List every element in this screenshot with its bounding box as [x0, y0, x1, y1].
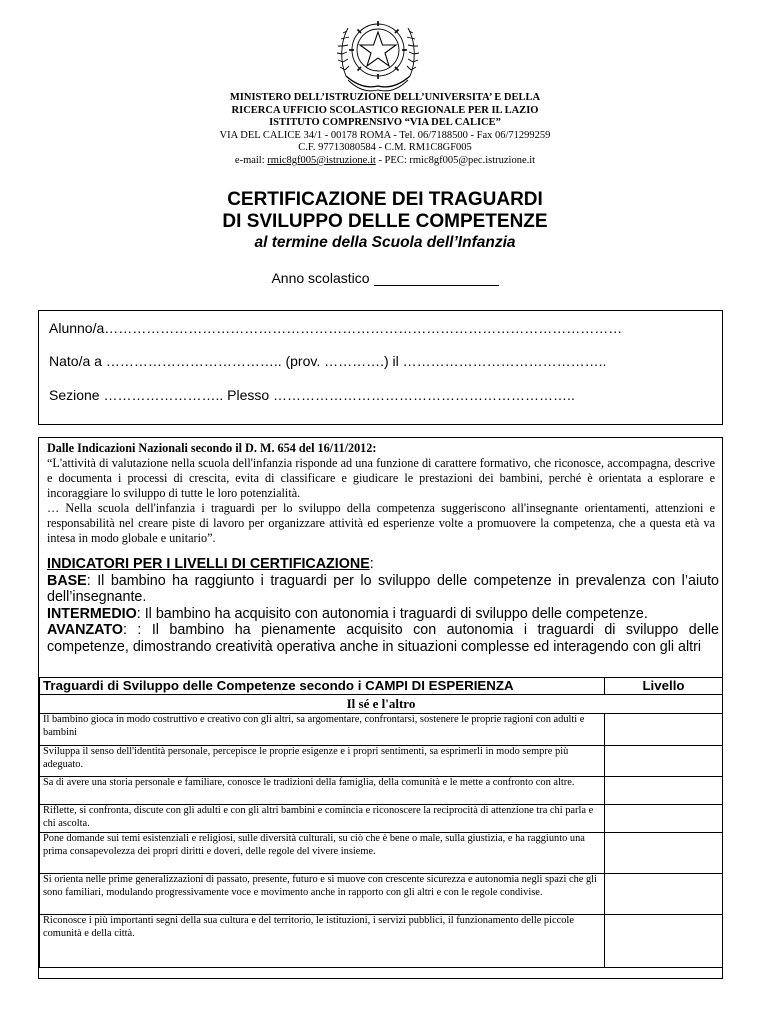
level-avanzato	[47, 622, 719, 655]
republic-emblem-logo	[332, 10, 424, 96]
school-year-blank[interactable]	[374, 271, 499, 286]
row-level-cell[interactable]	[605, 746, 723, 777]
indicators-heading-row	[47, 556, 719, 573]
level-intermedio	[47, 606, 719, 623]
section-row	[40, 695, 723, 714]
table-row	[40, 805, 723, 833]
title-line1: CERTIFICAZIONE DEI TRAGUARDI	[227, 189, 543, 210]
table-header-row	[40, 678, 723, 695]
header-school-name: ISTITUTO COMPRENSIVO “VIA DEL CALICE”	[269, 117, 501, 129]
birth-info-field[interactable]: Nato/a a ……………………………….. (prov. ………….) il ……………………………………..	[49, 353, 607, 369]
table-row	[40, 746, 723, 777]
competence-table	[39, 677, 723, 968]
table-row	[40, 915, 723, 968]
national-guidelines-text	[47, 441, 715, 546]
school-header	[0, 92, 770, 168]
row-description: Sa di avere una storia personale e familiare, conosce le tradizioni della famiglia, della comunità e le mette a confronto con altre.	[40, 777, 605, 805]
row-description: Si orienta nelle prime generalizzazioni di passato, presente, futuro e si muove con crescente sicurezza e autonomia negli spazi che gli sono familiari, modulando progressivamente voce e movimento anche in rapporto con gli altri e con le regole condivise.	[40, 874, 605, 915]
guidelines-paragraph-1: “L'attività di valutazione nella scuola dell'infanzia risponde ad una funzione di carattere formativo, che riconosce, accompagna, descrive e documenta i processi di crescita, evita di classificare e giudicare le prestazioni dei bambini, perché è orientata a esplorare e incoraggiare lo sviluppo di tutte le loro potenzialità.	[47, 456, 715, 500]
header-fiscal-code: C.F. 97713080584 - C.M. RM1C8GF005	[298, 142, 472, 154]
row-description: Riconosce i più importanti segni della sua cultura e del territorio, le istituzioni, i servizi pubblici, il funzionamento delle piccole comunità e della città.	[40, 915, 605, 968]
row-description: Sviluppa il senso dell'identità personale, percepisce le proprie esigenze e i propri sentimenti, sa esprimerli in modo sempre più adeguato.	[40, 746, 605, 777]
student-name-field[interactable]: Alunno/a…………………………………………………………………………………………………	[49, 320, 623, 336]
student-info-box	[38, 310, 723, 425]
level-avanzato-label: AVANZATO	[47, 622, 123, 638]
title-line2: DI SVILUPPO DELLE COMPETENZE	[222, 211, 548, 232]
email-label: e-mail:	[234, 154, 265, 166]
certification-box	[38, 437, 723, 979]
row-level-cell[interactable]	[605, 805, 723, 833]
section-title-il-se-e-l-altro: Il sé e l'altro	[40, 695, 723, 714]
level-intermedio-label: INTERMEDIO	[47, 605, 137, 622]
level-avanzato-text: : : Il bambino ha pienamente acquisito con autonomia i traguardi di sviluppo delle competenze, dimostrando creatività operativa anche in situazioni complesse ed interagendo con gli altri	[47, 622, 719, 655]
certification-indicators	[47, 556, 719, 655]
document-title	[0, 189, 770, 233]
row-level-cell[interactable]	[605, 833, 723, 874]
row-description: Riflette, si confronta, discute con gli adulti e con gli altri bambini e comincia e riconoscere la reciprocità di attenzione tra chi parla e chi ascolta.	[40, 805, 605, 833]
table-row	[40, 833, 723, 874]
level-base-label: BASE	[47, 572, 87, 589]
guidelines-heading: Dalle Indicazioni Nazionali secondo il D. M. 654 del 16/11/2012:	[47, 441, 377, 455]
col-header-traguardi: Traguardi di Sviluppo delle Competenze secondo i CAMPI DI ESPERIENZA	[40, 678, 605, 695]
header-ministry-line2: RICERCA UFFICIO SCOLASTICO REGIONALE PER IL LAZIO	[231, 104, 539, 116]
document-subtitle: al termine della Scuola dell’Infanzia	[254, 234, 516, 251]
header-ministry-line1: MINISTERO DELL’ISTRUZIONE DELL’UNIVERSITA’ E DELLA	[229, 92, 541, 103]
level-base	[47, 573, 719, 606]
row-level-cell[interactable]	[605, 777, 723, 805]
guidelines-paragraph-2: … Nella scuola dell'infanzia i traguardi per lo sviluppo della competenza suggeriscono all'insegnante orientamenti, attenzioni e responsabilità nel creare piste di lavoro per organizzare attività ed esperienze volte a promuovere la competenza, che a questa età va intesa in modo globale e unitario”.	[47, 501, 715, 545]
header-address: VIA DEL CALICE 34/1 - 00178 ROMA - Tel. 06/7188500 - Fax 06/71299259	[219, 129, 551, 141]
table-row	[40, 874, 723, 915]
school-year-field	[0, 270, 770, 286]
row-description: Il bambino gioca in modo costruttivo e creativo con gli altri, sa argomentare, confrontarsi, sostenere le proprie ragioni con adulti e bambini	[40, 714, 605, 746]
table-row	[40, 777, 723, 805]
header-contacts	[0, 155, 770, 168]
row-level-cell[interactable]	[605, 714, 723, 746]
indicators-heading: INDICATORI PER I LIVELLI DI CERTIFICAZIONE	[47, 556, 370, 572]
level-intermedio-text: : Il bambino ha acquisito con autonomia i traguardi di sviluppo delle competenze.	[136, 605, 648, 622]
school-year-label: Anno scolastico	[271, 270, 370, 286]
indicators-colon: :	[369, 556, 374, 572]
table-row	[40, 714, 723, 746]
level-base-text: : Il bambino ha raggiunto i traguardi per lo sviluppo delle competenze in prevalenza con l’aiuto dell’insegnante.	[47, 572, 719, 605]
col-header-livello: Livello	[605, 678, 723, 695]
section-field[interactable]: Sezione …………………….. Plesso ………………………………………………………..	[49, 387, 575, 403]
row-level-cell[interactable]	[605, 874, 723, 915]
pec-text: - PEC: rmic8gf005@pec.istruzione.it	[375, 154, 536, 166]
email-link[interactable]: rmic8gf005@istruzione.it	[267, 154, 376, 166]
row-description: Pone domande sui temi esistenziali e religiosi, sulle diversità culturali, su ciò che è bene o male, sulla giustizia, e ha raggiunto una prima consapevolezza dei propri diritti e doveri, delle regole del vivere insieme.	[40, 833, 605, 874]
row-level-cell[interactable]	[605, 915, 723, 968]
